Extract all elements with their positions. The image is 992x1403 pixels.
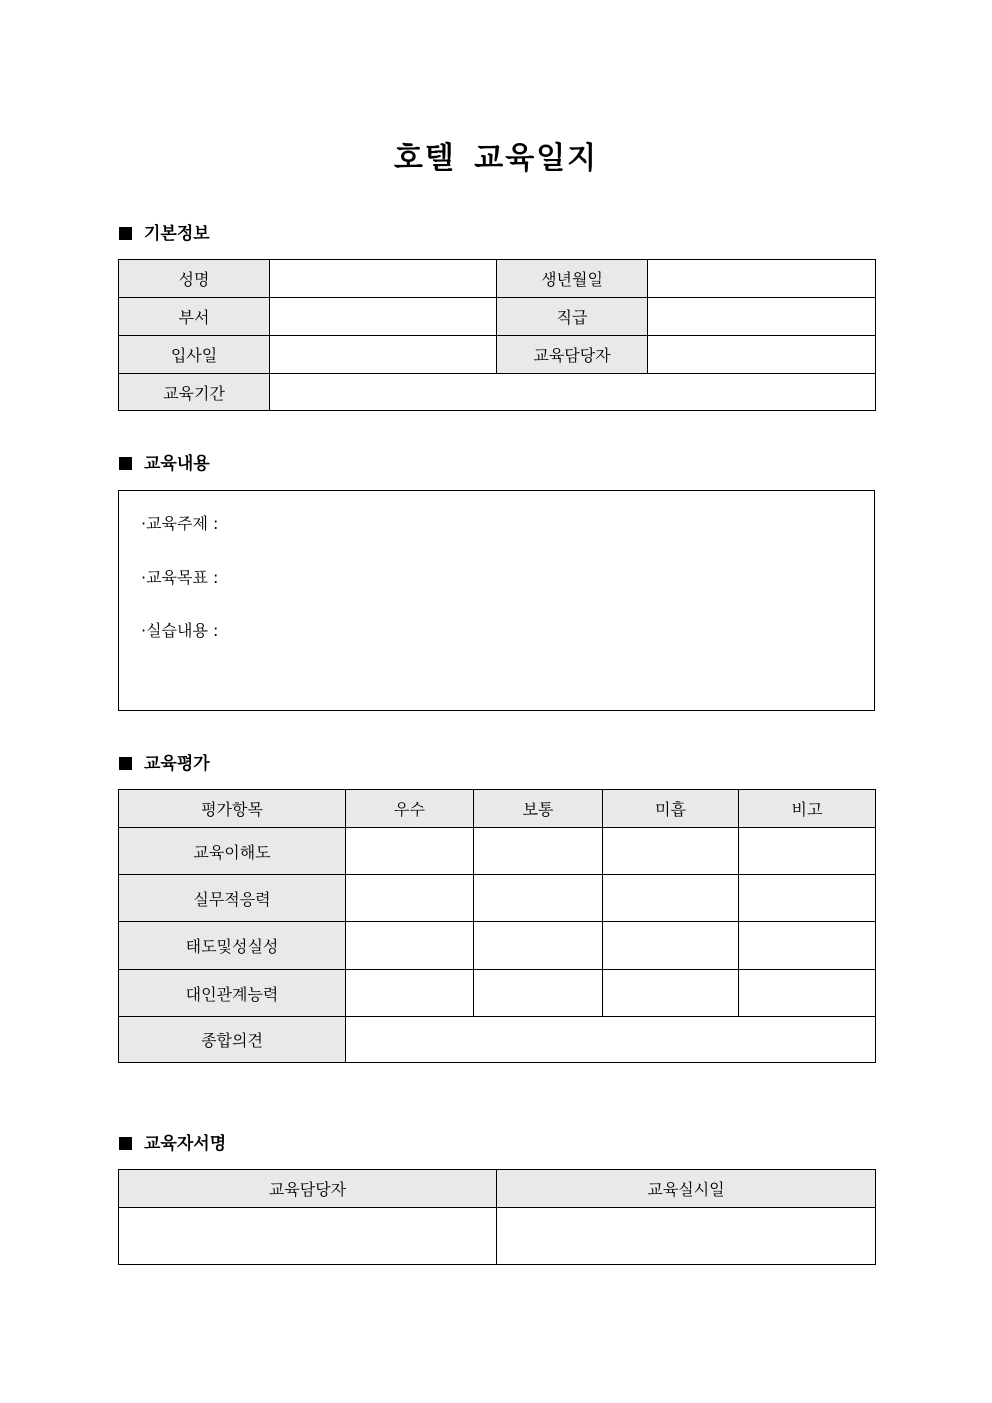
eval-cell[interactable] <box>346 828 474 875</box>
eval-cell[interactable] <box>474 970 603 1017</box>
signature-header-manager: 교육담당자 <box>119 1170 497 1208</box>
label-rank: 직급 <box>497 298 648 336</box>
eval-cell[interactable] <box>474 828 603 875</box>
label-name: 성명 <box>119 260 270 298</box>
label-birthdate: 생년월일 <box>497 260 648 298</box>
field-name[interactable] <box>270 260 497 298</box>
label-period: 교육기간 <box>119 374 270 411</box>
content-box[interactable] <box>118 490 875 711</box>
content-practice-label: ·실습내용 : <box>141 621 219 640</box>
field-period[interactable] <box>270 374 876 411</box>
eval-cell[interactable] <box>739 922 876 970</box>
section-heading-content: 교육내용 <box>119 452 210 476</box>
eval-cell[interactable] <box>739 828 876 875</box>
eval-header-item: 평가항목 <box>119 790 346 828</box>
field-birthdate[interactable] <box>648 260 876 298</box>
square-bullet-icon <box>119 1137 132 1150</box>
eval-cell[interactable] <box>346 922 474 970</box>
field-department[interactable] <box>270 298 497 336</box>
eval-cell[interactable] <box>603 970 739 1017</box>
field-manager[interactable] <box>648 336 876 374</box>
section-heading-signature: 교육자서명 <box>119 1132 226 1156</box>
eval-cell[interactable] <box>474 922 603 970</box>
signature-field-date[interactable] <box>497 1208 876 1265</box>
eval-cell[interactable] <box>739 875 876 922</box>
table-row <box>119 1017 876 1063</box>
label-manager: 교육담당자 <box>497 336 648 374</box>
basic-info-table <box>118 259 876 411</box>
eval-header-excellent: 우수 <box>346 790 474 828</box>
field-join-date[interactable] <box>270 336 497 374</box>
eval-item-label: 태도및성실성 <box>119 922 346 970</box>
signature-header-date: 교육실시일 <box>497 1170 876 1208</box>
table-row <box>119 922 876 970</box>
table-row <box>119 828 876 875</box>
eval-header-remarks: 비고 <box>739 790 876 828</box>
eval-cell[interactable] <box>603 875 739 922</box>
eval-cell[interactable] <box>346 970 474 1017</box>
table-row <box>119 875 876 922</box>
eval-cell[interactable] <box>603 922 739 970</box>
document-title: 호텔 교육일지 <box>393 141 599 176</box>
eval-header-average: 보통 <box>474 790 603 828</box>
eval-item-label: 교육이해도 <box>119 828 346 875</box>
eval-cell[interactable] <box>603 828 739 875</box>
square-bullet-icon <box>119 227 132 240</box>
square-bullet-icon <box>119 457 132 470</box>
eval-item-label: 대인관계능력 <box>119 970 346 1017</box>
eval-header-poor: 미흡 <box>603 790 739 828</box>
field-rank[interactable] <box>648 298 876 336</box>
signature-field-manager[interactable] <box>119 1208 497 1265</box>
square-bullet-icon <box>119 757 132 770</box>
eval-cell[interactable] <box>739 970 876 1017</box>
content-goal-label: ·교육목표 : <box>141 568 219 587</box>
eval-cell[interactable] <box>474 875 603 922</box>
signature-table <box>118 1169 876 1265</box>
table-row <box>119 970 876 1017</box>
section-heading-evaluation: 교육평가 <box>119 752 210 776</box>
eval-summary-label: 종합의견 <box>119 1017 346 1063</box>
content-topic-label: ·교육주제 : <box>141 514 219 533</box>
section-heading-basic: 기본정보 <box>119 222 210 246</box>
evaluation-table <box>118 789 876 1063</box>
label-department: 부서 <box>119 298 270 336</box>
label-join-date: 입사일 <box>119 336 270 374</box>
eval-item-label: 실무적응력 <box>119 875 346 922</box>
eval-cell[interactable] <box>346 875 474 922</box>
eval-summary-field[interactable] <box>346 1017 876 1063</box>
